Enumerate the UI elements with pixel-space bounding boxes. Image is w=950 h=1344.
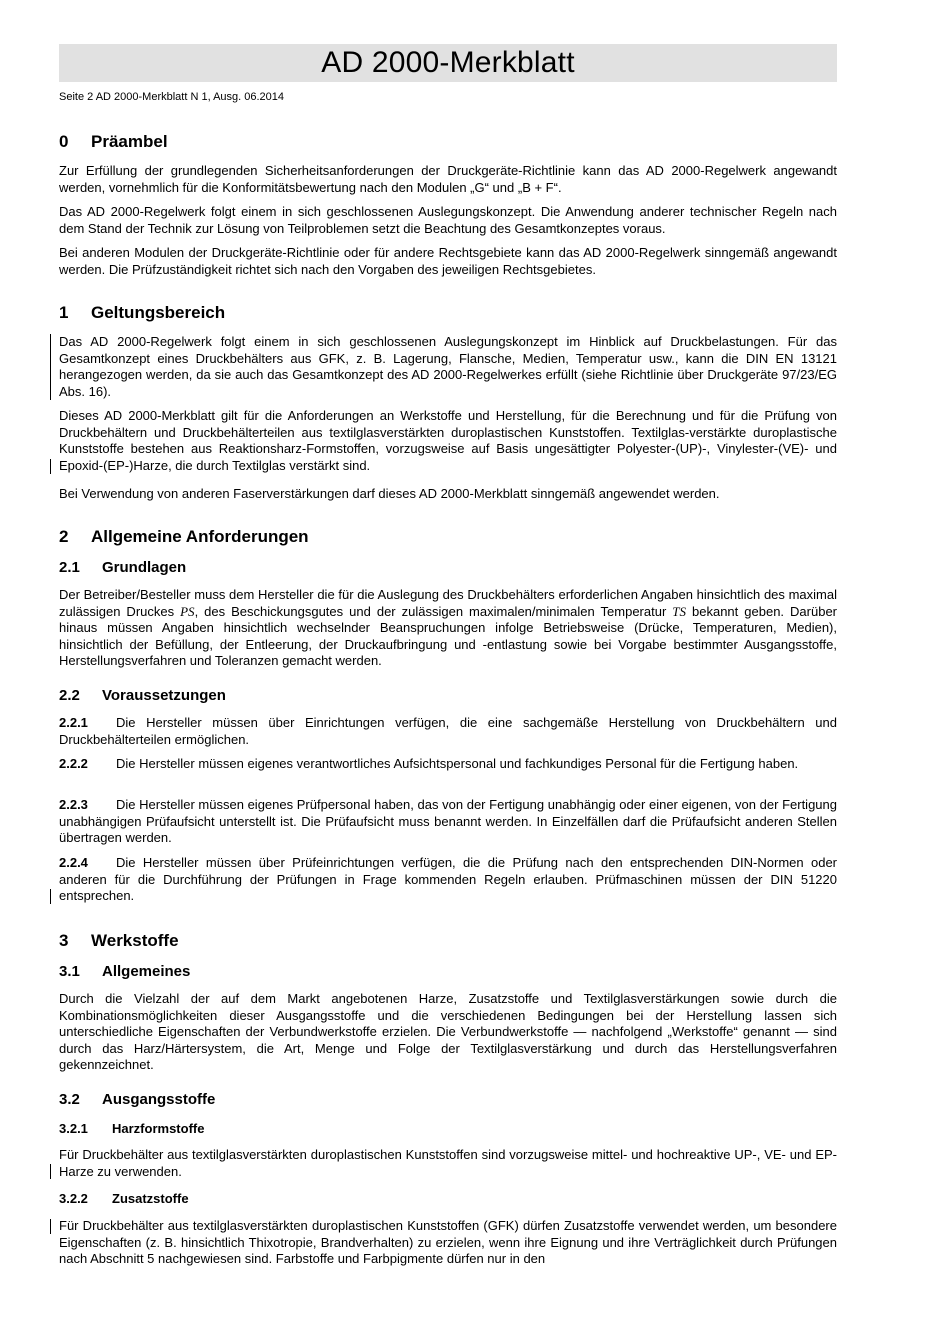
section-title: Harzformstoffe (112, 1121, 205, 1136)
subsection-3-2-2-heading (59, 1191, 189, 1206)
text-run: , des Beschickungsgutes und der zulässigen maximalen/minimalen Temperatur (194, 603, 673, 619)
subsection-2-2-heading (59, 687, 226, 704)
symbol-ts: TS (672, 603, 687, 619)
document-page (59, 44, 838, 1267)
section-number: 2 (59, 527, 69, 546)
subsection-3-1-heading (59, 963, 190, 980)
section-number: 2.2 (59, 687, 80, 704)
change-bar (50, 459, 51, 474)
symbol-ps: PS (180, 603, 195, 619)
paragraph: Für Druckbehälter aus textilglasverstärkten duroplastischen Kunststoffen sind vorzugsweise mittel- und hochreaktive UP-, VE- und EP-Harze zu verwenden. (59, 1147, 837, 1179)
section-number: 0 (59, 132, 69, 151)
section-number: 3.2.2 (59, 1191, 88, 1206)
section-title: Voraussetzungen (102, 687, 226, 704)
paragraph-text: Die Hersteller müssen eigenes Prüfpersonal haben, das von der Fertigung unabhängig oder einer eigenen, von der Fertigung unabhängigen Prüfaufsicht unterstellt ist. Die Prüfaufsicht muss benannt werden. In Einzelfällen darf die Prüfaufsicht anderen Stellen übertragen werden. (59, 797, 837, 846)
paragraph: Dieses AD 2000-Merkblatt gilt für die Anforderungen an Werkstoffe und Herstellung, für die Berechnung und für die Prüfung von Druckbehältern und Druckbehälterteilen aus textilglasverstärkten duroplastischen Kunststoffen. Textilglas-verstärkte duroplastische Kunststoffe bestehen aus Reaktionsharz-Formstoffen, vorzugsweise auf Basis ungesättigter Polyester-(UP)-, Vinylester-(VE)- und Epoxid-(EP-)Harze, die durch Textilglas verstärkt sind. (59, 408, 837, 473)
subsection-3-2-heading (59, 1091, 215, 1108)
paragraph: Bei anderen Modulen der Druckgeräte-Richtlinie oder für andere Rechtsgebiete kann das AD 2000-Regelwerk sinngemäß angewandt werden. Die Prüfzuständigkeit richtet sich nach den Vorgaben des jeweiligen Rechtsgebietes. (59, 245, 837, 277)
section-3-heading (59, 931, 179, 951)
document-title: AD 2000-Merkblatt (59, 44, 837, 82)
section-0-heading (59, 132, 168, 152)
paragraph-number: 2.2.1 (59, 715, 88, 730)
change-bar (50, 889, 51, 904)
numbered-paragraph (59, 797, 837, 847)
section-title: Allgemeine Anforderungen (91, 527, 309, 546)
section-title: Grundlagen (102, 559, 187, 576)
section-1-heading (59, 303, 225, 323)
paragraph: Durch die Vielzahl der auf dem Markt angebotenen Harze, Zusatzstoffe und Textilglasverstärkungen sowie durch die Kombinationsmöglichkeiten dieser Ausgangsstoffe und die verschiedenen Bedingungen bei der Herstellung lassen sich unterschiedliche Eigenschaften der Verbundwerkstoffe erzielen. Die Verbundwerkstoffe — nachfolgend „Werkstoffe“ genannt — sind durch das Harz/Härtersystem, die Art, Menge und Folge der Textilglasverstärkung und durch das Herstellungsverfahren gekennzeichnet. (59, 991, 837, 1073)
subsection-3-2-1-heading (59, 1121, 204, 1136)
numbered-paragraph (59, 855, 837, 905)
section-2-heading (59, 527, 309, 547)
paragraph-number: 2.2.2 (59, 756, 88, 771)
section-number: 3.2 (59, 1091, 80, 1108)
section-title: Zusatzstoffe (112, 1191, 189, 1206)
paragraph: Für Druckbehälter aus textilglasverstärkten duroplastischen Kunststoffen (GFK) dürfen Zusatzstoffe verwendet werden, um besondere Eigenschaften (z. B. hinsichtlich Thixotropie, Brandverhalten) zu erzielen, wenn ihre Eignung und ihre Verträglichkeit durch Prüfungen nach Abschnitt 5 nachgewiesen sind. Farbstoffe und Farbpigmente dürfen nur in den (59, 1218, 837, 1267)
section-number: 3.1 (59, 963, 80, 980)
section-number: 2.1 (59, 559, 80, 576)
section-title: Allgemeines (102, 963, 191, 980)
paragraph: Das AD 2000-Regelwerk folgt einem in sich geschlossenen Auslegungskonzept im Hinblick auf Druckbelastungen. Für das Gesamtkonzept eines Druckbehälters aus GFK, z. B. Lagerung, Flansche, Medien, Temperatur usw., kann die DIN EN 13121 herangezogen werden, da sie auch das Gesamtkonzept des AD 2000-Regelwerkes erfüllt (siehe Richtlinie über Druckgeräte 97/23/EG Abs. 16). (59, 334, 837, 399)
paragraph-text: Die Hersteller müssen eigenes verantwortliches Aufsichtspersonal und fachkundiges Personal für die Fertigung haben. (116, 756, 799, 771)
text-run: bekannt geben. Darüber hinaus müssen Angaben hinsichtlich wechselnder Beanspruchungen infolge Betriebsweise (Drücke, Temperaturen, Medien), hinsichtlich der Befüllung, der Entleerung, der Druckaufbringung und -entlastung sowie bei Vorgabe bestimmter Ausgangsstoffe, Herstellungsverfahren und Toleranzen gemacht werden. (59, 603, 838, 669)
paragraph (59, 587, 837, 670)
paragraph-number: 2.2.4 (59, 855, 88, 870)
section-number: 1 (59, 303, 69, 322)
paragraph: Das AD 2000-Regelwerk folgt einem in sich geschlossenen Auslegungskonzept. Die Anwendung anderer technischer Regeln nach dem Stand der Technik zur Lösung von Teilproblemen setzt die Beachtung des Gesamtkonzeptes voraus. (59, 204, 837, 236)
section-number: 3 (59, 931, 69, 950)
change-bar (50, 334, 51, 400)
subsection-2-1-heading (59, 559, 186, 576)
paragraph-number: 2.2.3 (59, 797, 88, 812)
paragraph: Bei Verwendung von anderen Faserverstärkungen darf dieses AD 2000-Merkblatt sinngemäß angewendet werden. (59, 486, 720, 501)
numbered-paragraph (59, 715, 837, 748)
paragraph-text: Die Hersteller müssen über Einrichtungen verfügen, die eine sachgemäße Herstellung von Druckbehältern und Druckbehälterteilen ermöglichen. (59, 715, 837, 747)
change-bar (50, 1164, 51, 1179)
section-number: 3.2.1 (59, 1121, 88, 1136)
section-title: Geltungsbereich (91, 303, 226, 322)
paragraph-text: Die Hersteller müssen über Prüfeinrichtungen verfügen, die die Prüfung nach den entsprechenden DIN-Normen oder anderen für die Durchführung der Prüfungen in Frage kommenden Regeln erlauben. Prüfmaschinen müssen der DIN 51220 entsprechen. (59, 855, 837, 904)
paragraph: Zur Erfüllung der grundlegenden Sicherheitsanforderungen der Druckgeräte-Richtlinie kann das AD 2000-Regelwerk angewandt werden, vornehmlich für die Konformitätsbewertung nach den Modulen „G“ und „B + F“. (59, 163, 837, 195)
numbered-paragraph (59, 756, 837, 773)
section-title: Präambel (91, 132, 168, 151)
section-title: Werkstoffe (91, 931, 179, 950)
section-title: Ausgangsstoffe (102, 1091, 216, 1108)
page-subtitle: Seite 2 AD 2000-Merkblatt N 1, Ausg. 06.2014 (59, 91, 285, 103)
text-run: Der Betreiber/Besteller muss dem Hersteller die für die Auslegung des Druckbehälters erforderlichen Angaben hinsichtlich des maximal zulässigen Druckes (59, 587, 837, 619)
change-bar (50, 1219, 51, 1234)
